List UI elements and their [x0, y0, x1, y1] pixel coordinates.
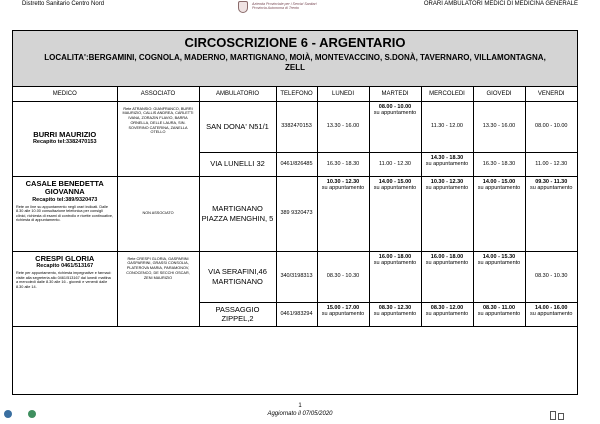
col-header-giovedi: GIOVEDI: [473, 87, 525, 101]
document-category: ORARI AMBULATORI MEDICI DI MEDICINA GENERALE: [423, 1, 578, 7]
table-row: [13, 101, 577, 152]
schedule-time: 08.00 - 10.00: [378, 103, 412, 110]
table-header-row: [13, 87, 577, 101]
day-schedule-cell: [525, 251, 577, 302]
telefono-number: 340/3198313: [280, 273, 313, 279]
schedule-time: 08.30 - 12.30: [378, 304, 412, 311]
ambulatorio-cell: [199, 101, 276, 152]
ambulatorio-cell: [199, 152, 276, 176]
telefono-cell: [276, 302, 317, 326]
schedule-time: 10.30 - 12.30: [326, 178, 360, 185]
day-schedule-cell: [473, 251, 525, 302]
schedule-time: 09.30 - 11.30: [535, 178, 568, 185]
schedule-note: su appuntamento: [477, 185, 521, 192]
associato-cell: [117, 251, 199, 326]
doctor-phone: Recapito tel:389/9320473: [32, 196, 98, 203]
day-schedule-cell: [317, 176, 369, 251]
ambulatorio-address: VIA LUNELLI 32: [210, 159, 265, 169]
ambulatorio-address: SAN DONA' N51/1: [206, 121, 269, 131]
schedule-note: su appuntamento: [529, 185, 573, 192]
schedule-note: su appuntamento: [373, 260, 417, 267]
day-schedule-cell: [421, 101, 473, 152]
associato-cell: [117, 101, 199, 176]
apss-seal-icon: [238, 1, 248, 13]
schedule-time: 14.00 - 15.00: [378, 178, 412, 185]
ambulatorio-cell: [199, 302, 276, 326]
doctor-phone: Recapito 0461/513167: [36, 263, 94, 269]
telefono-cell: [276, 152, 317, 176]
schedule-note: su appuntamento: [529, 311, 573, 318]
day-schedule-cell: [421, 176, 473, 251]
telefono-number: 3382470153: [281, 123, 312, 129]
schedule-time: 15.00 - 17.00: [326, 304, 360, 311]
district-name: Distretto Sanitario Centro Nord: [22, 1, 105, 7]
day-schedule-cell: [369, 152, 421, 176]
ambulatorio-address: MARTIGNANO PIAZZA MENGHIN, 5: [201, 204, 274, 223]
medico-cell: [13, 101, 117, 176]
schedule-time: 11.30 - 12.00: [430, 123, 463, 130]
schedule-note: su appuntamento: [425, 311, 469, 318]
day-schedule-cell: [473, 101, 525, 152]
day-schedule-cell: [369, 302, 421, 326]
schedule-time: 16.30 - 18.30: [482, 160, 516, 167]
day-schedule-cell: [369, 176, 421, 251]
telefono-cell: [276, 176, 317, 251]
schedule-note: su appuntamento: [373, 110, 417, 117]
col-header-lunedi: LUNEDI: [317, 87, 369, 101]
doctor-note: Rete per appuntamento, richiesta impegnative e farmaci: visite alla segreteria allo 0461/513167 dal lunedì mattina a mercoledì dalle 8.30 alle 16 - giovedì e venerdì dalle 8.30 alle 14.: [16, 271, 112, 289]
schedule-note: su appuntamento: [425, 185, 469, 192]
day-schedule-cell: [473, 176, 525, 251]
last-updated: Aggiornato il 07/05/2020: [267, 411, 333, 417]
doctor-name: BURRI MAURIZIO: [33, 129, 97, 139]
building-icon: [550, 411, 556, 420]
title-box: [13, 31, 577, 87]
telefono-number: 0461/826485: [280, 160, 313, 167]
day-schedule-cell: [421, 251, 473, 302]
col-header-ambulatorio: AMBULATORIO: [199, 87, 276, 101]
col-header-associato: ASSOCIATO: [117, 87, 199, 101]
schedule-time: 10.30 - 12.30: [430, 178, 464, 185]
doctor-name: CRESPI GLORIA: [35, 253, 95, 263]
col-header-venerdi: VENERDI: [525, 87, 577, 101]
schedule-time: 11.00 - 12.30: [378, 160, 411, 167]
schedule-note: su appuntamento: [373, 311, 417, 318]
medico-cell: [13, 251, 117, 326]
day-schedule-cell: [369, 101, 421, 152]
day-schedule-cell: [421, 302, 473, 326]
schedule-time: 16.30 - 18.30: [326, 160, 360, 167]
col-header-telefono: TELEFONO: [276, 87, 317, 101]
schedule-time: 14.00 - 15.30: [482, 253, 516, 260]
schedule-note: su appuntamento: [321, 311, 365, 318]
table-row: [13, 251, 577, 302]
associato-text: Rete ATRANSIO: GIANFRANCO, BURRI MAURIZIO, CALLIS ANDREA, CARLETTI IVANA, ZORAZIN FLAVIO, BARRA ORNELLA, DELLE LAURA, SIN. SOVERINO CATERINA, ZANELLA OTELLO: [122, 106, 194, 135]
day-schedule-cell: [525, 152, 577, 176]
day-schedule-cell: [317, 152, 369, 176]
day-schedule-cell: [525, 176, 577, 251]
schedule-time: 08.30 - 10.30: [326, 273, 360, 280]
col-header-martedi: MARTEDI: [369, 87, 421, 101]
page-title: CIRCOSCRIZIONE 6 - ARGENTARIO: [184, 35, 406, 50]
schedule-note: su appuntamento: [321, 185, 365, 192]
day-schedule-cell: [317, 101, 369, 152]
day-schedule-cell: [525, 101, 577, 152]
day-schedule-cell: [317, 302, 369, 326]
day-schedule-cell: [473, 152, 525, 176]
table-row: [13, 176, 577, 251]
schedule-time: 14.00 - 15.00: [482, 178, 516, 185]
schedule-time: 11.00 - 12.30: [535, 160, 568, 167]
localita-list: LOCALITA':BERGAMINI, COGNOLA, MADERNO, MARTIGNANO, MOIÀ, MONTEVACCINO, S.DONÀ, TAVERNARO, VILLAMONTAGNA, ZELL: [44, 53, 546, 72]
doctor-phone: Recapito tel:3382470153: [32, 139, 97, 146]
schedule-time: 14.30 - 18.30: [430, 154, 464, 161]
day-schedule-cell: [421, 152, 473, 176]
ambulatorio-cell: [199, 251, 276, 302]
schedule-note: su appuntamento: [425, 260, 469, 267]
ambulatorio-cell: [199, 176, 276, 251]
schedule-time: 08.00 - 10.00: [535, 123, 568, 130]
ambulatorio-address: VIA SERAFINI,46 MARTIGNANO: [208, 267, 267, 286]
col-header-medico: MEDICO: [13, 87, 117, 101]
footer-logo-right: [540, 407, 580, 421]
telefono-cell: [276, 101, 317, 152]
schedule-page: [12, 30, 578, 395]
telefono-cell: [276, 251, 317, 302]
schedule-time: 08.30 - 12.00: [430, 304, 464, 311]
building-icon: [558, 413, 564, 420]
schedule-table: [13, 87, 577, 327]
day-schedule-cell: [473, 302, 525, 326]
schedule-note: su appuntamento: [477, 311, 521, 318]
associato-text: Rete CRESPI GLORIA, GASPARINI GASPARRINI, GRASSI CONSOLIA, PLATEROVA MARIA, PARAMONOV, CONOCENCO, DE SECCHI OSCAR, ZENI MAURIZIO: [126, 256, 190, 280]
schedule-time: 16.00 - 18.00: [378, 253, 412, 260]
schedule-time: 16.00 - 18.00: [430, 253, 464, 260]
schedule-time: 13.30 - 16.00: [482, 123, 516, 130]
doctor-note: Rete on line su appuntamento negli orari indicati. Dalle 8.30 alle 10.00 consultazione telefonica per consigli clinici, richiesta di esami di controllo e ricette continuative, richiesta di appuntamento.: [16, 204, 114, 223]
schedule-note: su appuntamento: [477, 260, 521, 267]
apss-logo: [238, 0, 358, 18]
apss-logo-text: Azienda Provinciale per i Servizi Sanitari Provincia Autonoma di Trento: [252, 2, 317, 11]
day-schedule-cell: [525, 302, 577, 326]
schedule-note: su appuntamento: [373, 185, 417, 192]
associato-cell: [117, 176, 199, 251]
schedule-time: 08.30 - 10.30: [535, 273, 568, 280]
day-schedule-cell: [317, 251, 369, 302]
medico-cell: [13, 176, 117, 251]
schedule-time: 13.30 - 16.00: [326, 123, 360, 130]
col-header-mercoledi: MERCOLEDI: [421, 87, 473, 101]
schedule-time: 14.00 - 16.00: [535, 304, 568, 311]
page-number: 1: [298, 403, 302, 409]
schedule-note: su appuntamento: [425, 161, 469, 168]
ambulatorio-address: PASSAGGIO ZIPPEL,2: [215, 304, 260, 323]
schedule-time: 08.30 - 11.00: [482, 304, 516, 311]
associato-text: NON ASSOCIATO: [142, 211, 174, 216]
telefono-number: 389 9320473: [280, 210, 313, 216]
telefono-number: 0461/983294: [280, 310, 313, 317]
day-schedule-cell: [369, 251, 421, 302]
doctor-name: CASALE BENEDETTA GIOVANNA: [25, 178, 104, 196]
